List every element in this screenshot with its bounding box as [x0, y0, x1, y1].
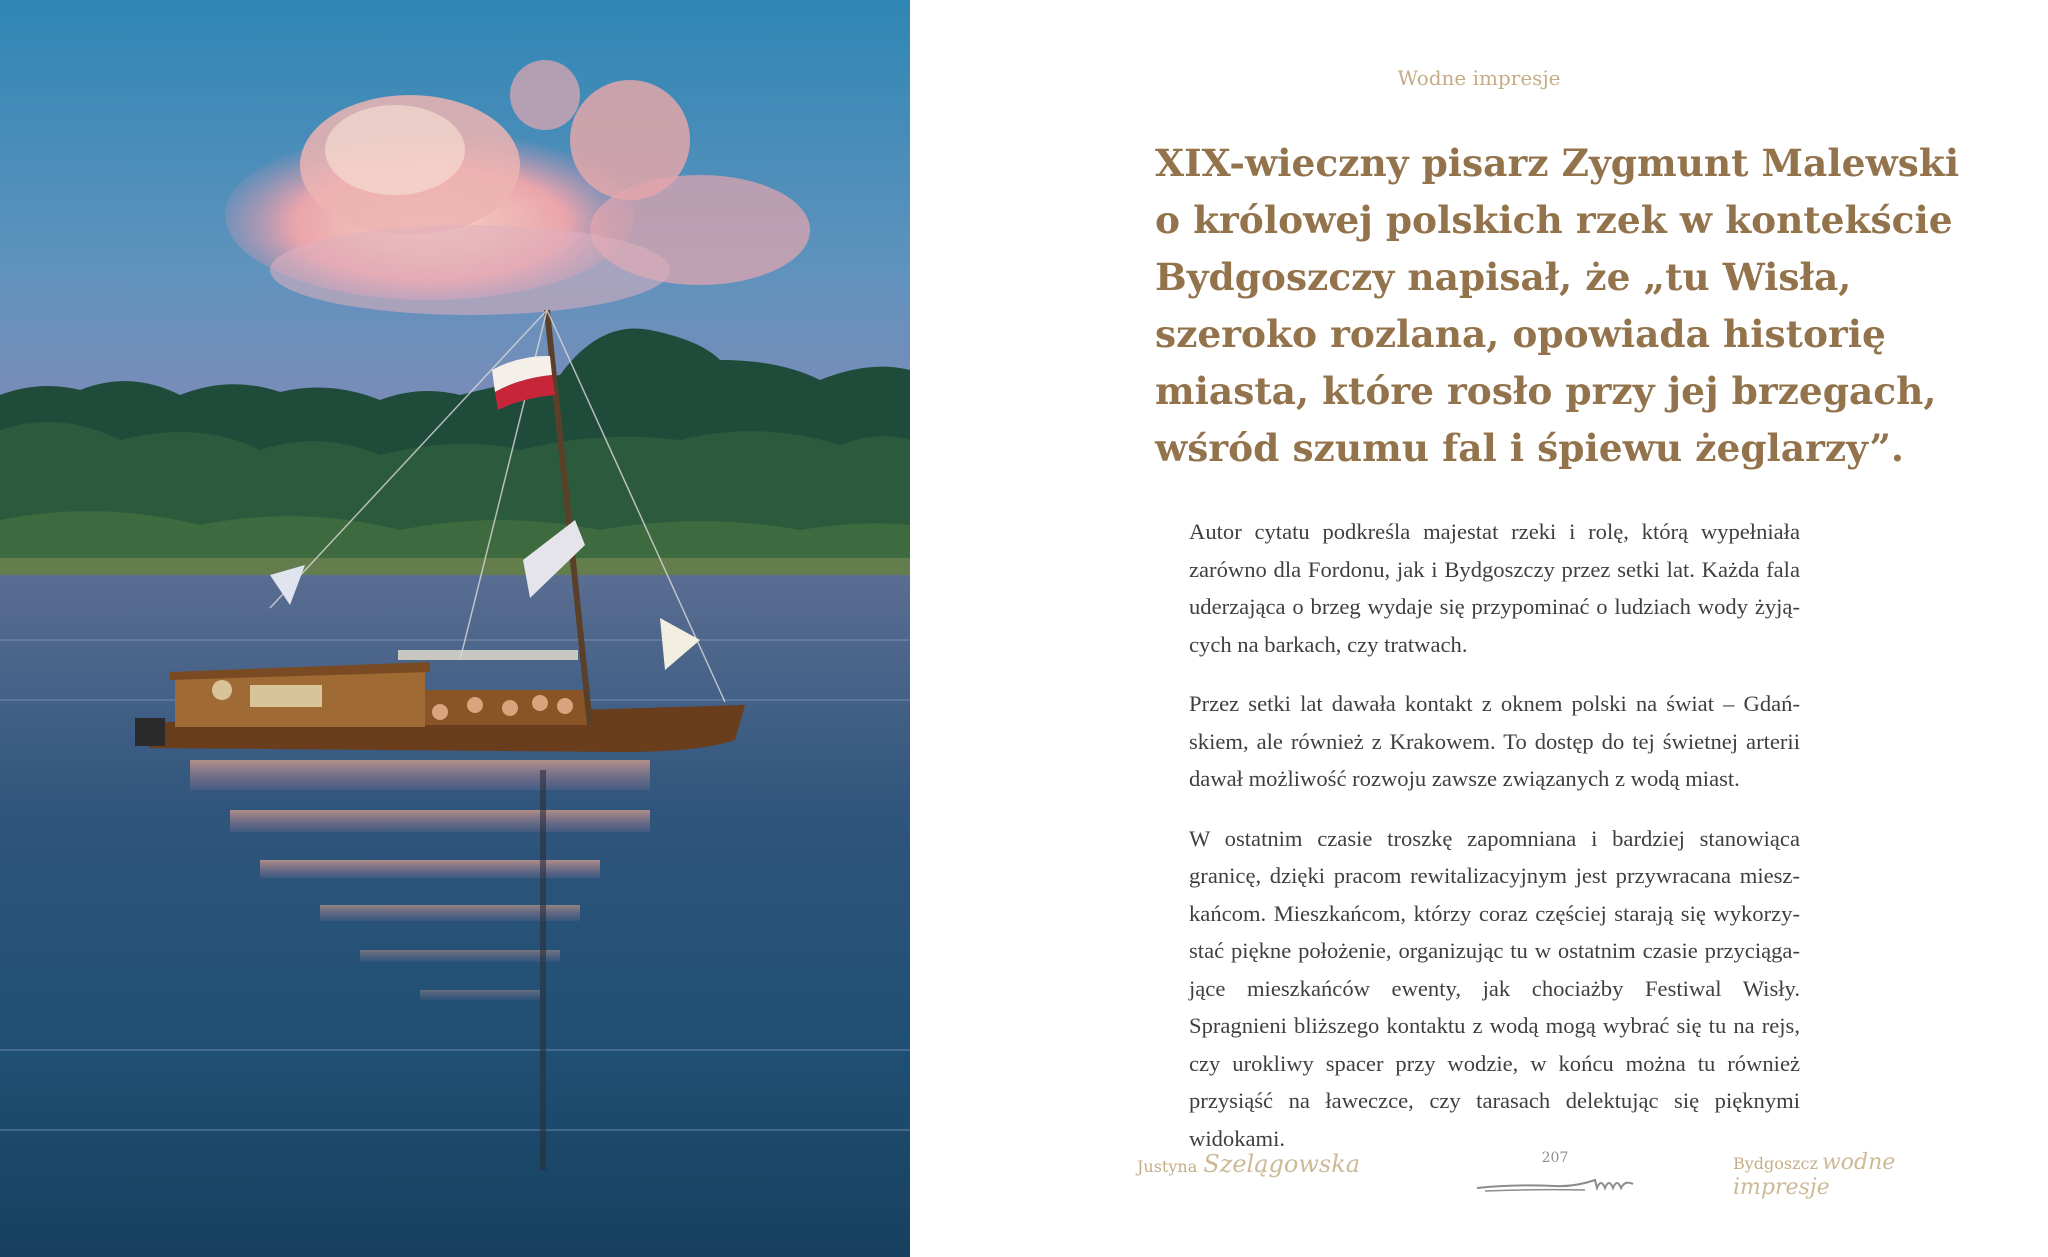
river-boat-illustration — [0, 0, 910, 1257]
text-page — [910, 0, 2048, 1257]
footer-author — [1137, 1150, 1361, 1210]
river-boat-photo — [0, 0, 910, 1257]
quote-line: Bydgoszczy napisał, że „tu Wisła, — [1155, 255, 1852, 299]
body-text — [1189, 513, 1800, 1179]
paragraph: Przez setki lat dawała kontakt z oknem polski na świat – Gdańskiem, ale również z Krakowem. To dostęp do tej świetnej arterii dawał możliwość rozwoju zawsze związanych z wodą miast. — [1189, 691, 1800, 791]
book-city: Bydgoszcz — [1733, 1154, 1818, 1173]
quote-line: o królowej polskich rzek w kontekście — [1155, 198, 1953, 242]
wave-ornament-icon — [1475, 1170, 1635, 1196]
footer-book-title — [1733, 1150, 1973, 1210]
paragraph: Autor cytatu podkreśla majestat rzeki i rolę, którą wypełniała zarówno dla Fordonu, jak i Bydgoszczy przez setki lat. Każda fala uderzająca o brzeg wydaje się przypominać o ludziach wody żyjących na barkach, czy tratwach. — [1189, 519, 1800, 657]
running-head: Wodne impresje — [1397, 66, 1561, 90]
quote-line: miasta, które rosło przy jej brzegach, — [1155, 369, 1937, 413]
paragraph: W ostatnim czasie troszkę zapomniana i bardziej stanowiąca granicę, dzięki pracom rewitalizacyjnym jest przywracana mieszkańcom. Mieszkańcom, którzy coraz częściej starają się wykorzystać piękne położenie, organizując tu w ostatnim czasie przyciągające mieszkańców ewenty, jak chociażby Festiwal Wisły. Spragnieni bliższego kontaktu z wodą mogą wybrać się tu na rejs, czy urokliwy spacer przy wodzie, w końcu można tu również przysiąść na ławeczce, czy tarasach delektując się pięknymi widokami. — [1189, 825, 1800, 1151]
quote-line: szeroko rozlana, opowiada historię — [1155, 312, 1886, 356]
book-title-script: wodne impresje — [1733, 1150, 1896, 1200]
footer-page — [1455, 1150, 1655, 1210]
quote-line: wśród szumu fal i śpiewu żeglarzy”. — [1155, 426, 1904, 470]
quote-line: XIX-wieczny pisarz Zygmunt Malewski — [1155, 141, 1960, 185]
author-first-name: Justyna — [1137, 1157, 1198, 1176]
pull-quote — [1155, 135, 1960, 477]
author-signature: Szelągowska — [1203, 1150, 1361, 1178]
page-number: 207 — [1541, 1150, 1569, 1166]
